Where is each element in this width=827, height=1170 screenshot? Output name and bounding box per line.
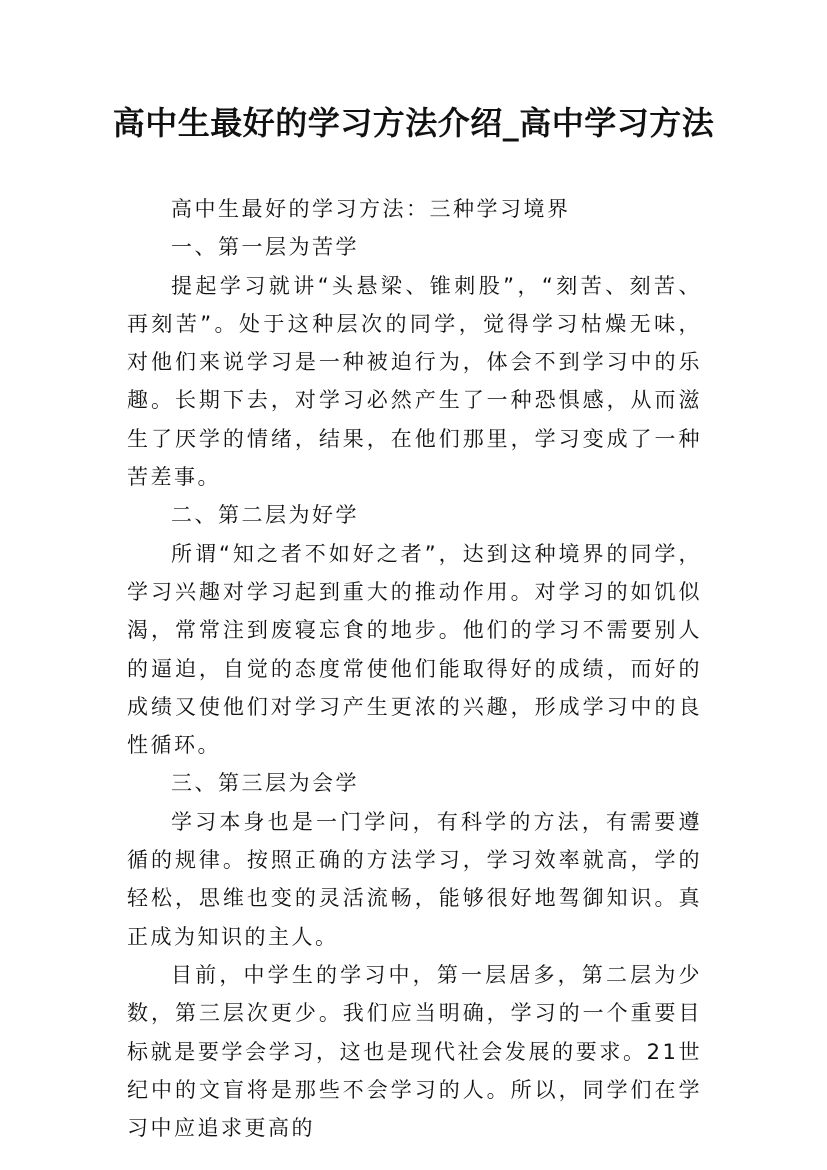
document-body [127, 190, 702, 1147]
subheading-level-1: 一、第一层为苦学 [171, 235, 359, 260]
paragraph-level-2: 所谓“知之者不如好之者”，达到这种境界的同学，学习兴趣对学习起到重大的推动作用。对学习的如饥似渴，常常注到废寝忘食的地步。他们的学习不需要别人的逼迫，自觉的态度常使他们能取得好的成绩，而好的成绩又使他们对学习产生更浓的兴趣，形成学习中的良性循环。 [127, 541, 702, 758]
paragraph-level-3: 学习本身也是一门学问，有科学的方法，有需要遵循的规律。按照正确的方法学习，学习效率就高，学的轻松，思维也变的灵活流畅，能够很好地驾御知识。真正成为知识的主人。 [127, 809, 702, 949]
paragraph-level-1: 提起学习就讲“头悬梁、锥刺股”，“刻苦、刻苦、再刻苦”。处于这种层次的同学，觉得学习枯燥无味，对他们来说学习是一种被迫行为，体会不到学习中的乐趣。长期下去，对学习必然产生了一种恐惧感，从而滋生了厌学的情绪，结果，在他们那里，学习变成了一种苦差事。 [127, 273, 702, 490]
paragraph-conclusion: 目前，中学生的学习中，第一层居多，第二层为少数，第三层次更少。我们应当明确，学习的一个重要目标就是要学会学习，这也是现代社会发展的要求。21世纪中的文盲将是那些不会学习的人。所以，同学们在学习中应追求更高的 [127, 962, 702, 1141]
subheading-level-2: 二、第二层为好学 [171, 503, 359, 528]
subheading-level-3: 三、第三层为会学 [171, 771, 359, 796]
section-heading: 高中生最好的学习方法：三种学习境界 [171, 197, 571, 221]
document-title: 高中生最好的学习方法介绍_高中学习方法 [112, 104, 715, 142]
